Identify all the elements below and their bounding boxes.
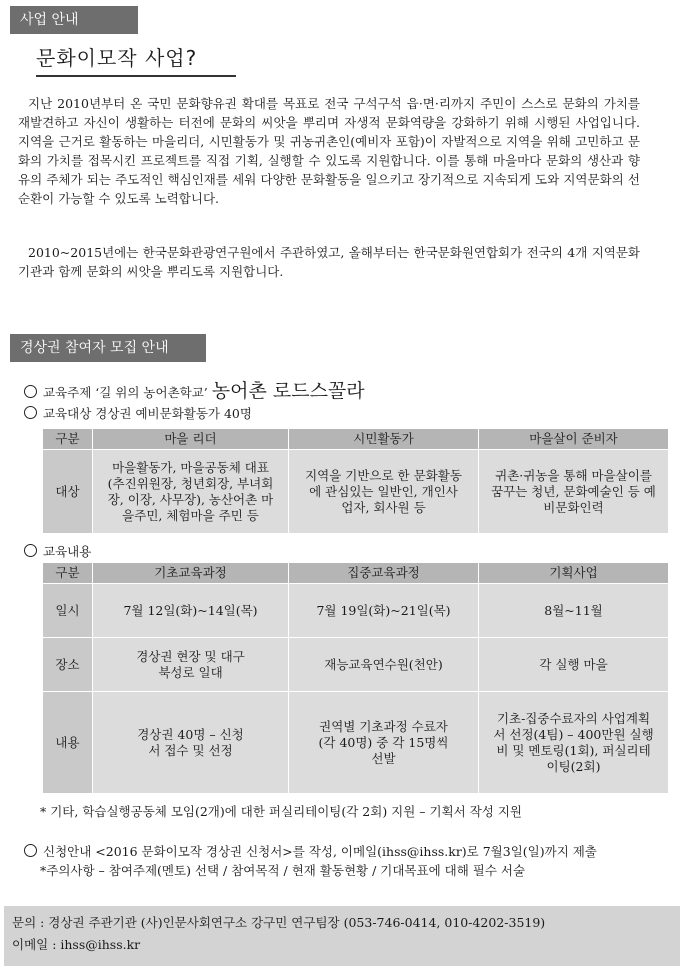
table-cell: 7월 19일(화)~21일(목) — [289, 584, 479, 638]
section-tag-recruit: 경상권 참여자 모집 안내 — [10, 334, 206, 362]
table-cell: 마을활동가, 마을공동체 대표(추진위원장, 청년회장, 부녀회장, 이장, 사무장), 농산어촌 마을주민, 체험마을 주민 등 — [93, 450, 289, 534]
program-table — [42, 562, 669, 794]
apply-info — [24, 842, 597, 860]
table-cell: 귀촌·귀농을 통해 마을살이를 꿈꾸는 청년, 문화예술인 등 예비문화인력 — [479, 450, 669, 534]
intro-paragraph-2: 2010~2015년에는 한국문화관광연구원에서 주관하였고, 올해부터는 한국문화원연합회가 전국의 4개 지역문화기관과 함께 문화의 씨앗을 뿌리도록 지원합니다. — [18, 245, 640, 279]
table-header-row — [43, 429, 669, 450]
topic-prefix: 교육주제 ‘길 위의 농어촌학교’ — [43, 385, 208, 400]
topic-main: 농어촌 로드스꼴라 — [211, 380, 365, 402]
table-cell: 경상권 현장 및 대구 북성로 일대 — [93, 638, 289, 692]
circle-bullet-icon — [24, 385, 37, 398]
circle-bullet-icon — [24, 844, 37, 857]
etc-note: * 기타, 학습실행공동체 모임(2개)에 대한 퍼실리테이팅(각 2회) 지원 – 기획서 작성 지원 — [40, 804, 522, 819]
table-header-row — [43, 563, 669, 584]
target-text: 교육대상 경상권 예비문화활동가 40명 — [43, 406, 252, 421]
target-table — [42, 428, 669, 534]
table-header-cell: 구분 — [43, 429, 93, 450]
intro-paragraph-1: 지난 2010년부터 온 국민 문화향유권 확대를 목표로 전국 구석구석 읍·면·리까지 주민이 스스로 문화의 가치를 재발견하고 자신이 생활하는 터전에 문화의 씨앗을 뿌리며 자생적 문화역량을 강화하기 위해 시행된 사업입니다. 지역을 근거로 활동하는 마을리더, 시민활동가 및 귀농귀촌인(예비자 포함)이 자발적으로 지역을 위해 고민하고 문화의 가치를 접목시킨 프로젝트를 직접 기획, 실행할 수 있도록 지원합니다. 이를 통해 마을마다 문화의 생산과 향유의 주체가 되는 주도적인 핵심인재를 세워 다양한 문화활동을 일으키고 장기적으로 지속되게 도와 지역문화의 선순환이 가능할 수 있도록 노력합니다. — [18, 96, 641, 206]
education-topic — [24, 376, 365, 403]
table-row — [43, 584, 669, 638]
apply-caution: *주의사항 – 참여주제(멘토) 선택 / 참여목적 / 현재 활동현황 / 기대목표에 대해 필수 서술 — [40, 863, 526, 878]
table-header-cell: 기초교육과정 — [93, 563, 289, 584]
table-cell: 기초-집중수료자의 사업계획서 선정(4팀) – 400만원 실행비 및 멘토링(1회), 퍼실리테이팅(2회) — [479, 692, 669, 794]
table-row — [43, 692, 669, 794]
row-label: 대상 — [43, 450, 93, 534]
circle-bullet-icon — [24, 406, 37, 419]
circle-bullet-icon — [24, 544, 37, 557]
contact-email[interactable]: 이메일 : ihss@ihss.kr — [12, 937, 141, 952]
table-cell: 7월 12일(화)~14일(목) — [93, 584, 289, 638]
page-title: 문화이모작 사업? — [36, 42, 236, 77]
contact-line: 문의 : 경상권 주관기관 (사)인문사회연구소 강구민 연구팀장 (053-746-0414, 010-4202-3519) — [12, 915, 546, 930]
table-header-cell: 시민활동가 — [289, 429, 479, 450]
table-header-cell: 집중교육과정 — [289, 563, 479, 584]
education-target — [24, 404, 252, 422]
row-label: 일시 — [43, 584, 93, 638]
content-label: 교육내용 — [43, 544, 92, 559]
table-header-cell: 구분 — [43, 563, 93, 584]
table-cell: 권역별 기초과정 수료자 (각 40명) 중 각 15명씩 선발 — [289, 692, 479, 794]
table-header-cell: 마을살이 준비자 — [479, 429, 669, 450]
table-cell: 재능교육연수원(천안) — [289, 638, 479, 692]
table-cell: 각 실행 마을 — [479, 638, 669, 692]
table-row — [43, 450, 669, 534]
apply-text: 신청안내 <2016 문화이모작 경상권 신청서>를 작성, 이메일(ihss@ihss.kr)로 7월3일(일)까지 제출 — [43, 844, 597, 859]
table-header-cell: 마을 리더 — [93, 429, 289, 450]
table-cell: 경상권 40명 – 신청서 접수 및 선정 — [93, 692, 289, 794]
table-row — [43, 638, 669, 692]
row-label: 내용 — [43, 692, 93, 794]
table-cell: 8월~11월 — [479, 584, 669, 638]
contact-box — [4, 906, 680, 966]
table-cell: 지역을 기반으로 한 문화활동에 관심있는 일반인, 개인사업자, 회사원 등 — [289, 450, 479, 534]
education-content — [24, 542, 91, 560]
row-label: 장소 — [43, 638, 93, 692]
table-header-cell: 기획사업 — [479, 563, 669, 584]
section-tag-about: 사업 안내 — [10, 6, 138, 34]
